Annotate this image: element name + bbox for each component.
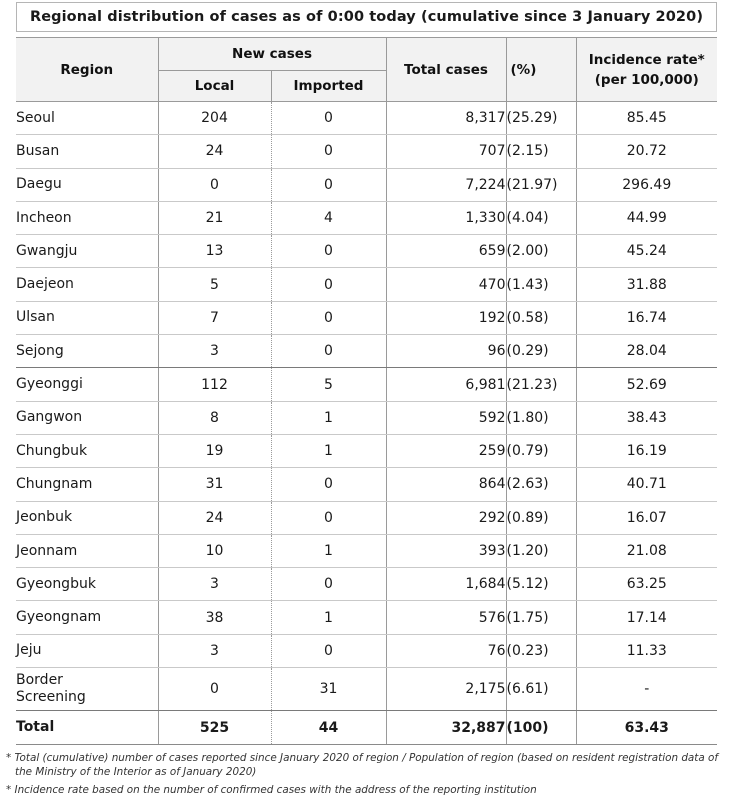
header-incidence-rate xyxy=(576,38,717,102)
cell-region: Jeju xyxy=(16,634,158,667)
cell-total: 576 xyxy=(386,601,506,634)
cell-imported: 0 xyxy=(271,268,386,301)
header-new-cases: New cases xyxy=(158,38,386,71)
cell-total: 592 xyxy=(386,401,506,434)
table-row xyxy=(16,335,717,368)
cell-total: 2,175 xyxy=(386,668,506,711)
cell-region: Gwangju xyxy=(16,235,158,268)
cell-pct: (0.29) xyxy=(506,335,576,368)
cell-imported: 1 xyxy=(271,534,386,567)
header-local: Local xyxy=(158,71,271,102)
cell-imported: 4 xyxy=(271,201,386,234)
cell-region-line1: Border xyxy=(16,672,63,689)
cell-local: 204 xyxy=(158,102,271,135)
cell-rate: 40.71 xyxy=(576,468,717,501)
table-row xyxy=(16,235,717,268)
cell-imported: 0 xyxy=(271,102,386,135)
cell-pct: (21.97) xyxy=(506,168,576,201)
total-cell-imported: 44 xyxy=(271,711,386,745)
cell-pct: (0.79) xyxy=(506,434,576,467)
table-row xyxy=(16,168,717,201)
cell-local: 24 xyxy=(158,501,271,534)
cell-total: 707 xyxy=(386,135,506,168)
cell-pct: (1.80) xyxy=(506,401,576,434)
cell-imported: 0 xyxy=(271,135,386,168)
total-cell-local: 525 xyxy=(158,711,271,745)
cell-rate: 85.45 xyxy=(576,102,717,135)
cell-region: Chungnam xyxy=(16,468,158,501)
cell-local: 3 xyxy=(158,335,271,368)
cell-imported: 0 xyxy=(271,468,386,501)
cell-region: Jeonnam xyxy=(16,534,158,567)
table-row xyxy=(16,102,717,135)
cell-local: 3 xyxy=(158,568,271,601)
table-row xyxy=(16,301,717,334)
cell-rate: 17.14 xyxy=(576,601,717,634)
cell-total: 1,684 xyxy=(386,568,506,601)
cell-pct: (2.15) xyxy=(506,135,576,168)
cell-local: 0 xyxy=(158,168,271,201)
table-row-total xyxy=(16,711,717,745)
cell-total: 259 xyxy=(386,434,506,467)
cell-imported: 1 xyxy=(271,401,386,434)
cell-rate: 16.19 xyxy=(576,434,717,467)
cell-total: 96 xyxy=(386,335,506,368)
cell-rate: 20.72 xyxy=(576,135,717,168)
table-row xyxy=(16,534,717,567)
cell-imported: 0 xyxy=(271,168,386,201)
cell-rate: 16.74 xyxy=(576,301,717,334)
cell-pct: (6.61) xyxy=(506,668,576,711)
cell-total: 192 xyxy=(386,301,506,334)
cell-local: 24 xyxy=(158,135,271,168)
cell-rate: 16.07 xyxy=(576,501,717,534)
cell-local: 3 xyxy=(158,634,271,667)
cell-rate: - xyxy=(576,668,717,711)
cell-region: Sejong xyxy=(16,335,158,368)
table-row xyxy=(16,201,717,234)
cell-total: 393 xyxy=(386,534,506,567)
cell-local: 112 xyxy=(158,368,271,401)
cell-total: 76 xyxy=(386,634,506,667)
cell-region: Daejeon xyxy=(16,268,158,301)
cell-region: Gyeongnam xyxy=(16,601,158,634)
cell-pct: (1.20) xyxy=(506,534,576,567)
header-row xyxy=(16,38,717,71)
table-row xyxy=(16,501,717,534)
cell-imported: 0 xyxy=(271,634,386,667)
cell-pct: (2.63) xyxy=(506,468,576,501)
cell-imported: 31 xyxy=(271,668,386,711)
cell-total: 470 xyxy=(386,268,506,301)
total-cell-region: Total xyxy=(16,711,158,745)
cell-local: 5 xyxy=(158,268,271,301)
cell-pct: (25.29) xyxy=(506,102,576,135)
table-row xyxy=(16,668,717,711)
cell-region xyxy=(16,668,158,711)
table-row xyxy=(16,601,717,634)
total-cell-total: 32,887 xyxy=(386,711,506,745)
table-title: Regional distribution of cases as of 0:00 today (cumulative since 3 January 2020) xyxy=(16,2,717,32)
cell-rate: 21.08 xyxy=(576,534,717,567)
cell-imported: 0 xyxy=(271,235,386,268)
cell-pct: (5.12) xyxy=(506,568,576,601)
table-row xyxy=(16,268,717,301)
cell-local: 7 xyxy=(158,301,271,334)
cell-total: 659 xyxy=(386,235,506,268)
table-row xyxy=(16,568,717,601)
regional-cases-table xyxy=(16,37,717,745)
table-row xyxy=(16,368,717,401)
cell-region: Busan xyxy=(16,135,158,168)
footnotes xyxy=(6,751,728,801)
cell-rate: 31.88 xyxy=(576,268,717,301)
cell-imported: 0 xyxy=(271,335,386,368)
cell-rate: 63.25 xyxy=(576,568,717,601)
cell-imported: 0 xyxy=(271,568,386,601)
cell-total: 8,317 xyxy=(386,102,506,135)
cell-region-line2: Screening xyxy=(16,689,86,706)
cell-region: Gyeongbuk xyxy=(16,568,158,601)
cell-rate: 28.04 xyxy=(576,335,717,368)
cell-region: Daegu xyxy=(16,168,158,201)
cell-rate: 45.24 xyxy=(576,235,717,268)
cell-total: 1,330 xyxy=(386,201,506,234)
cell-imported: 0 xyxy=(271,301,386,334)
header-total-cases: Total cases xyxy=(386,38,506,102)
cell-pct: (1.75) xyxy=(506,601,576,634)
cell-imported: 1 xyxy=(271,434,386,467)
cell-local: 31 xyxy=(158,468,271,501)
header-imported: Imported xyxy=(271,71,386,102)
cell-rate: 52.69 xyxy=(576,368,717,401)
cell-pct: (1.43) xyxy=(506,268,576,301)
cell-pct: (0.58) xyxy=(506,301,576,334)
cell-pct: (0.23) xyxy=(506,634,576,667)
cell-local: 10 xyxy=(158,534,271,567)
cell-region: Jeonbuk xyxy=(16,501,158,534)
cell-region: Seoul xyxy=(16,102,158,135)
table-row xyxy=(16,135,717,168)
footnote-incidence: * Incidence rate based on the number of confirmed cases with the address of the reporting institution xyxy=(6,784,537,796)
cell-region: Chungbuk xyxy=(16,434,158,467)
cell-pct: (4.04) xyxy=(506,201,576,234)
cell-total: 7,224 xyxy=(386,168,506,201)
table-row xyxy=(16,634,717,667)
table-row xyxy=(16,401,717,434)
cell-local: 13 xyxy=(158,235,271,268)
cell-region: Gyeonggi xyxy=(16,368,158,401)
cell-local: 38 xyxy=(158,601,271,634)
cell-rate: 296.49 xyxy=(576,168,717,201)
cell-local: 8 xyxy=(158,401,271,434)
header-percent: (%) xyxy=(506,38,576,102)
cell-total: 292 xyxy=(386,501,506,534)
cell-pct: (0.89) xyxy=(506,501,576,534)
table-row xyxy=(16,468,717,501)
cell-local: 19 xyxy=(158,434,271,467)
cell-rate: 38.43 xyxy=(576,401,717,434)
cell-rate: 11.33 xyxy=(576,634,717,667)
total-cell-rate: 63.43 xyxy=(576,711,717,745)
cell-rate: 44.99 xyxy=(576,201,717,234)
cell-local: 0 xyxy=(158,668,271,711)
header-region: Region xyxy=(16,38,158,102)
cell-imported: 5 xyxy=(271,368,386,401)
cell-total: 864 xyxy=(386,468,506,501)
cell-imported: 0 xyxy=(271,501,386,534)
cell-region: Incheon xyxy=(16,201,158,234)
cell-region: Gangwon xyxy=(16,401,158,434)
cell-local: 21 xyxy=(158,201,271,234)
header-incidence-rate-line2: (per 100,000) xyxy=(594,71,699,88)
total-cell-pct: (100) xyxy=(506,711,576,745)
cell-pct: (21.23) xyxy=(506,368,576,401)
footnote-total: * Total (cumulative) number of cases reported since January 2020 of region / Population of region (based on resident registration data of the Ministry of the Interior as of January 2020) xyxy=(6,752,719,778)
header-incidence-rate-line1: Incidence rate* xyxy=(588,51,705,68)
cell-total: 6,981 xyxy=(386,368,506,401)
table-row xyxy=(16,434,717,467)
cell-imported: 1 xyxy=(271,601,386,634)
cell-region: Ulsan xyxy=(16,301,158,334)
cell-pct: (2.00) xyxy=(506,235,576,268)
